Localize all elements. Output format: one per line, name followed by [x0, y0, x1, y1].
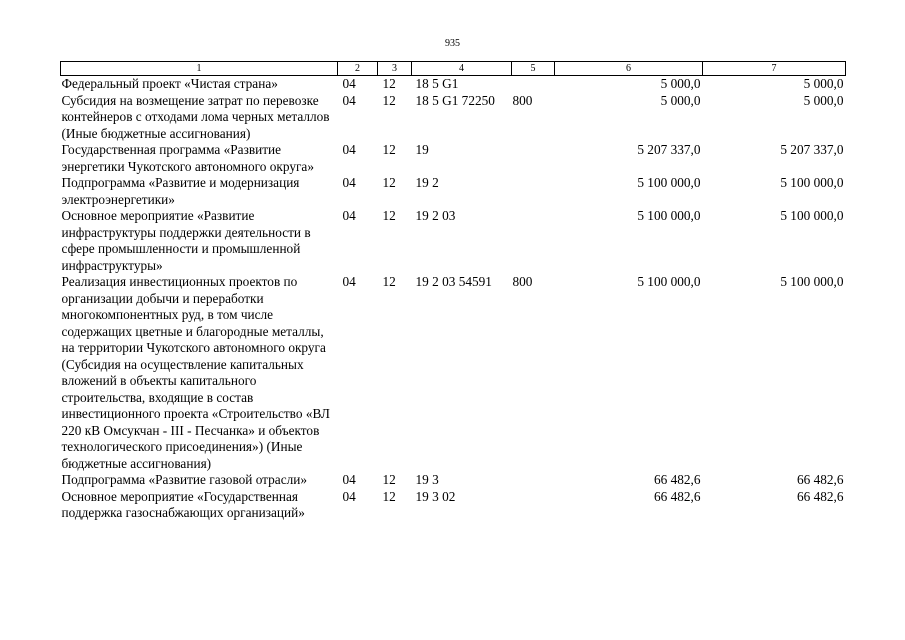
- budget-table: [60, 61, 846, 522]
- column-header: 2: [338, 62, 378, 76]
- row-section: 04: [342, 208, 356, 223]
- row-amount-1: 5 000,0: [660, 92, 701, 108]
- table-row: [61, 142, 846, 175]
- row-name: Государственная программа «Развитие энергетики Чукотского автономного округа»: [61, 142, 314, 174]
- row-amount-2: 5 207 337,0: [780, 142, 844, 157]
- row-expense-type: 800: [512, 274, 533, 289]
- row-section: 04: [342, 142, 356, 157]
- row-target-code: 19 2 03 54591: [415, 274, 492, 289]
- row-subsection: 12: [382, 472, 396, 487]
- row-name: Основное мероприятие «Развитие инфраструктуры поддержки деятельности в сфере промышленности и промышленной инфраструктуры»: [61, 208, 311, 273]
- table-row: [61, 76, 846, 93]
- row-amount-2: 66 482,6: [796, 472, 844, 487]
- column-header: 4: [412, 62, 512, 76]
- row-subsection: 12: [382, 208, 396, 223]
- row-amount-1: 5 207 337,0: [637, 142, 701, 157]
- table-row: [61, 274, 846, 472]
- row-subsection: 12: [382, 142, 396, 157]
- row-amount-2: 66 482,6: [796, 488, 844, 504]
- row-section: 04: [342, 274, 356, 289]
- column-header: 1: [61, 62, 338, 76]
- row-subsection: 12: [382, 76, 396, 91]
- row-amount-1: 5 100 000,0: [637, 208, 701, 223]
- row-name: Основное мероприятие «Государственная поддержка газоснабжающих организаций»: [61, 488, 305, 520]
- row-subsection: 12: [382, 274, 396, 289]
- row-target-code: 18 5 G1: [415, 76, 459, 91]
- row-expense-type: [512, 489, 555, 522]
- row-section: 04: [342, 472, 356, 487]
- row-amount-1: 5 000,0: [660, 76, 701, 91]
- row-subsection: 12: [382, 92, 396, 108]
- row-target-code: 19 2 03: [415, 208, 456, 223]
- row-amount-1: 66 482,6: [653, 488, 701, 504]
- row-amount-2: 5 000,0: [803, 92, 844, 108]
- row-amount-1: 5 100 000,0: [637, 274, 701, 289]
- header-row: [61, 62, 846, 76]
- row-section: 04: [342, 76, 356, 91]
- table-row: [61, 175, 846, 208]
- column-header: 6: [555, 62, 703, 76]
- table-row: [61, 489, 846, 522]
- row-section: 04: [342, 488, 356, 504]
- row-target-code: 19 3 02: [415, 488, 456, 504]
- row-expense-type: [512, 175, 555, 208]
- row-name: Реализация инвестиционных проектов по организации добычи и переработки многокомпонентных руд, в том числе содержащих цветные и благородные металлы, на территории Чукотского автономного округа (Субсидия на осуществление капитальных вложений в объекты капитального строительства, входящие в состав инвестиционного проекта «Строительство «ВЛ 220 кВ Омсукчан - III - Песчанка» и объектов технологического присоединения») (Иные бюджетные ассигнования): [61, 274, 330, 471]
- row-amount-2: 5 100 000,0: [780, 175, 844, 190]
- table-row: [61, 93, 846, 143]
- row-target-code: 19 2: [415, 175, 439, 190]
- row-expense-type: [512, 208, 555, 274]
- row-amount-1: 5 100 000,0: [637, 175, 701, 190]
- table-row: [61, 208, 846, 274]
- row-amount-2: 5 100 000,0: [780, 274, 844, 289]
- row-name: Подпрограмма «Развитие газовой отрасли»: [61, 472, 308, 487]
- row-expense-type: [512, 142, 555, 175]
- row-amount-2: 5 000,0: [803, 76, 844, 91]
- table-row: [61, 472, 846, 489]
- column-header: 3: [378, 62, 412, 76]
- page-number: 935: [445, 38, 460, 49]
- row-subsection: 12: [382, 175, 396, 190]
- row-name: Федеральный проект «Чистая страна»: [61, 76, 278, 91]
- row-section: 04: [342, 92, 356, 108]
- row-target-code: 18 5 G1 72250: [415, 92, 495, 108]
- column-header: 7: [703, 62, 846, 76]
- row-section: 04: [342, 175, 356, 190]
- column-header: 5: [512, 62, 555, 76]
- row-expense-type: [512, 472, 555, 489]
- row-expense-type: 800: [512, 92, 533, 108]
- row-name: Субсидия на возмещение затрат по перевозке контейнеров с отходами лома черных металлов (Иные бюджетные ассигнования): [61, 92, 330, 141]
- row-amount-1: 66 482,6: [653, 472, 701, 487]
- row-subsection: 12: [382, 488, 396, 504]
- row-expense-type: [512, 76, 555, 93]
- row-target-code: 19 3: [415, 472, 439, 487]
- row-name: Подпрограмма «Развитие и модернизация электроэнергетики»: [61, 175, 300, 207]
- row-amount-2: 5 100 000,0: [780, 208, 844, 223]
- row-target-code: 19: [415, 142, 429, 157]
